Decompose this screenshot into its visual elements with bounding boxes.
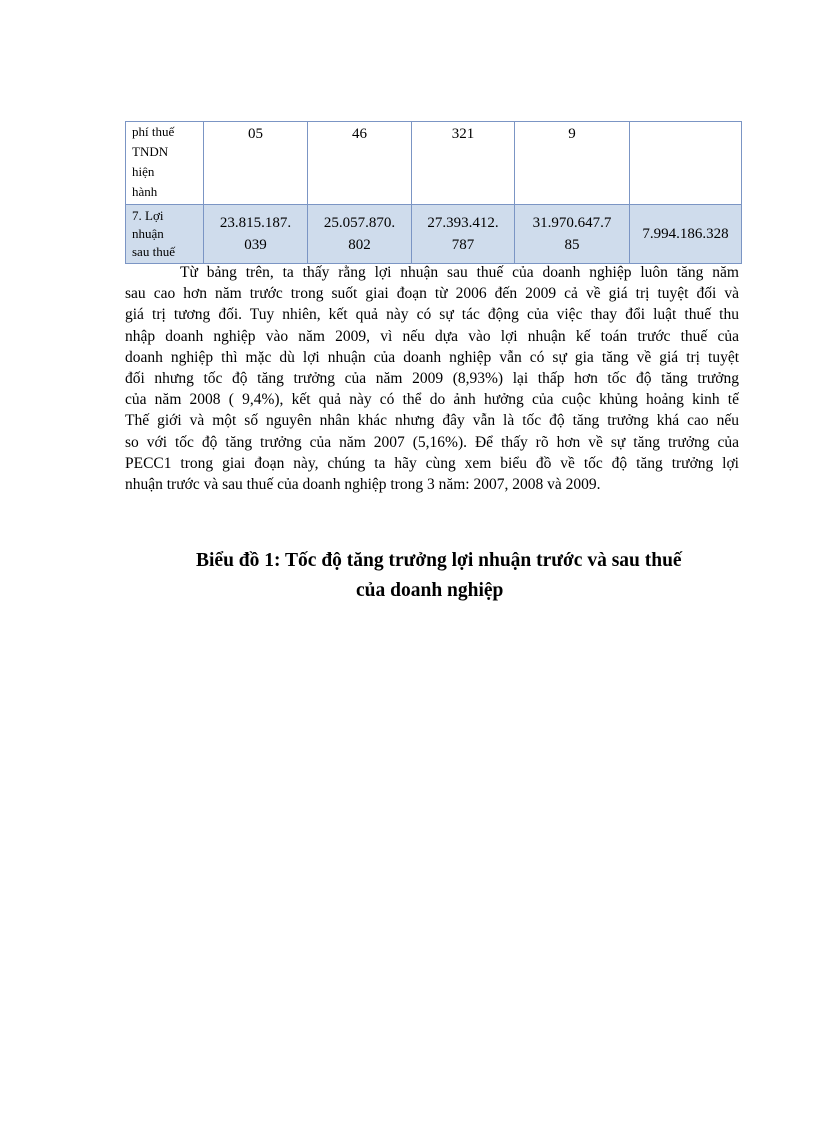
paragraph-line: doanh nghiệp thì mặc dù lợi nhuận của doanh nghiệp vẫn có sự gia tăng về giá trị tuyệt: [125, 348, 739, 366]
paragraph-line: nhập doanh nghiệp vào năm 2009, vì nếu dựa vào lợi nhuận kế toán trước thuế của: [125, 327, 739, 345]
caption-line: Biểu đồ 1: Tốc độ tăng trưởng lợi nhuận trước và sau thuế: [196, 550, 682, 571]
table-cell: 25.057.870. 802: [308, 205, 412, 264]
row-label: 7. Lợi nhuận sau thuế: [126, 205, 204, 264]
paragraph-line: đối nhưng tốc độ tăng trưởng của năm 2009 (8,93%) lại thấp hơn tốc độ tăng trưởng: [125, 370, 739, 388]
table-row: [126, 205, 742, 264]
paragraph-line: so với tốc độ tăng trưởng của năm 2007 (5,16%). Để thấy rõ hơn về sự tăng trưởng của: [125, 433, 739, 451]
paragraph-line: sau cao hơn năm trước trong suốt giai đoạn từ 2006 đến 2009 cả về giá trị tuyệt đối và: [125, 285, 739, 303]
chart-caption: [100, 546, 816, 606]
row-label: phí thuế TNDN hiện hành: [126, 122, 204, 205]
paragraph-line: Từ bảng trên, ta thấy rằng lợi nhuận sau thuế của doanh nghiệp luôn tăng năm: [180, 264, 739, 281]
caption-line: của doanh nghiệp: [356, 580, 504, 601]
table-cell: [630, 122, 742, 205]
table-cell: 27.393.412. 787: [412, 205, 515, 264]
paragraph-line: của năm 2008 ( 9,4%), kết quả này có thể do ảnh hưởng của cuộc khủng hoảng kinh tế: [125, 391, 739, 409]
paragraph-line: nhuận trước và sau thuế của doanh nghiệp trong 3 năm: 2007, 2008 và 2009.: [125, 476, 601, 494]
paragraph-line: Thế giới và một số nguyên nhân khác nhưng đây vẫn là tốc độ tăng trưởng khá cao nếu: [125, 412, 739, 430]
table-row: [126, 122, 742, 205]
paragraph-line: giá trị tương đối. Tuy nhiên, kết quả này có sự tác động của việc thay đổi luật thuế thu: [125, 306, 739, 324]
table-cell: 23.815.187. 039: [204, 205, 308, 264]
table-cell: 321: [412, 122, 515, 205]
table-cell: 31.970.647.7 85: [515, 205, 630, 264]
table-cell: 9: [515, 122, 630, 205]
paragraph-line: PECC1 trong giai đoạn này, chúng ta hãy cùng xem biểu đồ về tốc độ tăng trưởng lợi: [125, 454, 739, 472]
financial-table: [125, 121, 742, 264]
table-cell: 46: [308, 122, 412, 205]
table-cell: 05: [204, 122, 308, 205]
table-cell: 7.994.186.328: [630, 205, 742, 264]
body-paragraph: [125, 262, 739, 495]
